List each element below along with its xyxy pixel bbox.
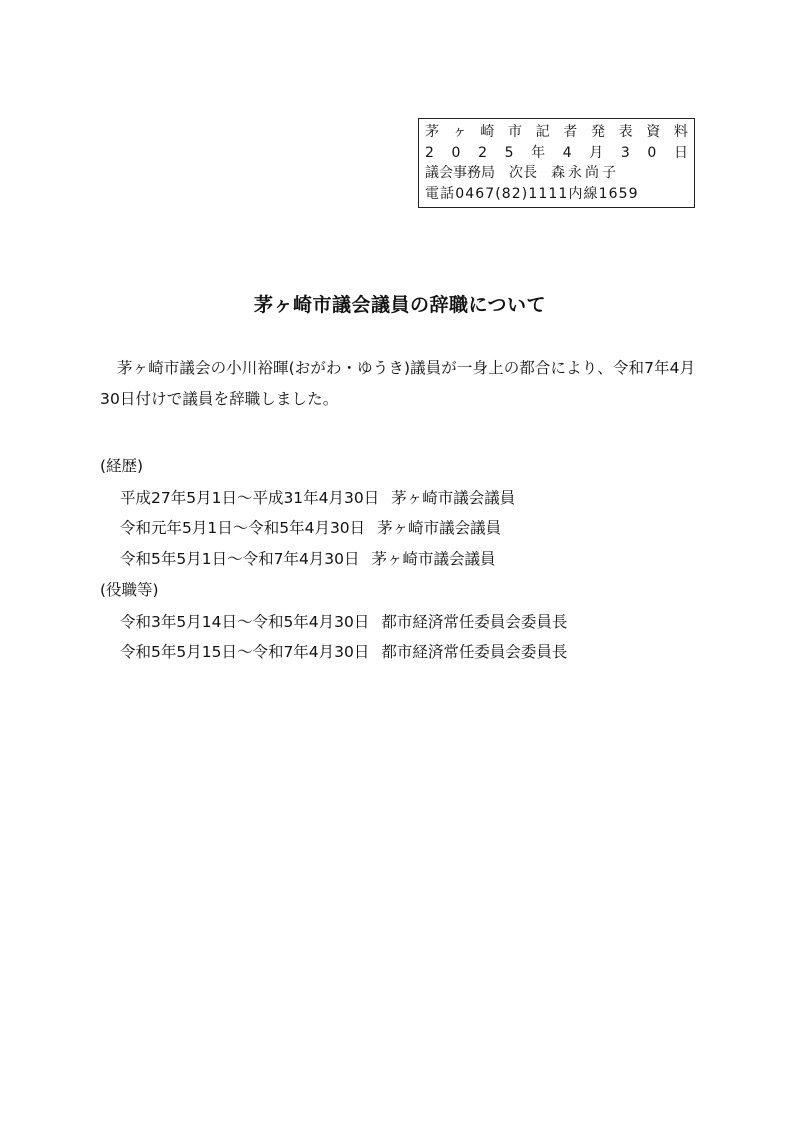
career-item bbox=[120, 488, 515, 508]
career-role: 茅ヶ崎市議会議員 bbox=[371, 550, 496, 568]
press-char: 2 bbox=[478, 144, 487, 161]
press-char: 年 bbox=[531, 144, 546, 161]
announcement-body: 茅ヶ崎市議会の小川裕暉(おがわ・ゆうき)議員が一身上の都合により、令和7年4月30日付けで議員を辞職しました。 bbox=[100, 359, 696, 408]
career-item bbox=[120, 518, 501, 538]
press-char: 2 bbox=[425, 144, 434, 161]
position-item bbox=[120, 612, 567, 632]
press-char: 者 bbox=[563, 124, 578, 140]
press-char: 発 bbox=[590, 124, 605, 140]
press-char: 料 bbox=[673, 124, 688, 140]
press-char: 記 bbox=[535, 124, 550, 140]
press-char: 0 bbox=[451, 144, 461, 161]
position-role: 都市経済常任委員会委員長 bbox=[381, 643, 568, 661]
contact-phone: 電話0467(82)1111内線1659 bbox=[425, 185, 639, 202]
press-char: 資 bbox=[646, 124, 661, 140]
press-release-box bbox=[418, 118, 695, 208]
person-name: 森永尚子 bbox=[551, 165, 619, 181]
press-char: 茅 bbox=[425, 124, 439, 140]
career-period: 令和元年5月1日～令和5年4月30日 bbox=[120, 519, 366, 537]
career-item bbox=[120, 549, 496, 569]
document-title: 茅ヶ崎市議会議員の辞職について bbox=[253, 294, 547, 316]
career-period: 平成27年5月1日～平成31年4月30日 bbox=[120, 489, 380, 507]
career-period: 令和5年5月1日～令和7年4月30日 bbox=[120, 550, 360, 568]
position-period: 令和5年5月15日～令和7年4月30日 bbox=[120, 643, 370, 661]
release-date bbox=[425, 143, 688, 164]
contact-person bbox=[425, 163, 688, 184]
press-char: 3 bbox=[620, 144, 630, 161]
positions-heading: (役職等) bbox=[100, 581, 159, 599]
press-char: 日 bbox=[673, 144, 688, 161]
press-char: 月 bbox=[589, 144, 604, 161]
position-period: 令和3年5月14日～令和5年4月30日 bbox=[120, 613, 370, 631]
press-char: 5 bbox=[504, 144, 514, 161]
career-role: 茅ヶ崎市議会議員 bbox=[377, 519, 502, 537]
position-item bbox=[120, 642, 567, 662]
press-char: 崎 bbox=[480, 124, 495, 140]
press-char: ヶ bbox=[452, 124, 467, 140]
position-role: 都市経済常任委員会委員長 bbox=[381, 613, 568, 631]
career-heading: (経歴) bbox=[100, 457, 144, 475]
press-char: 表 bbox=[618, 124, 633, 140]
job-title: 次長 bbox=[509, 165, 537, 181]
press-release-label bbox=[425, 122, 688, 143]
press-char: 市 bbox=[507, 124, 522, 140]
career-role: 茅ヶ崎市議会議員 bbox=[391, 489, 516, 507]
press-char: 0 bbox=[647, 144, 657, 161]
department: 議会事務局 bbox=[425, 165, 495, 181]
press-char: 4 bbox=[562, 144, 572, 161]
